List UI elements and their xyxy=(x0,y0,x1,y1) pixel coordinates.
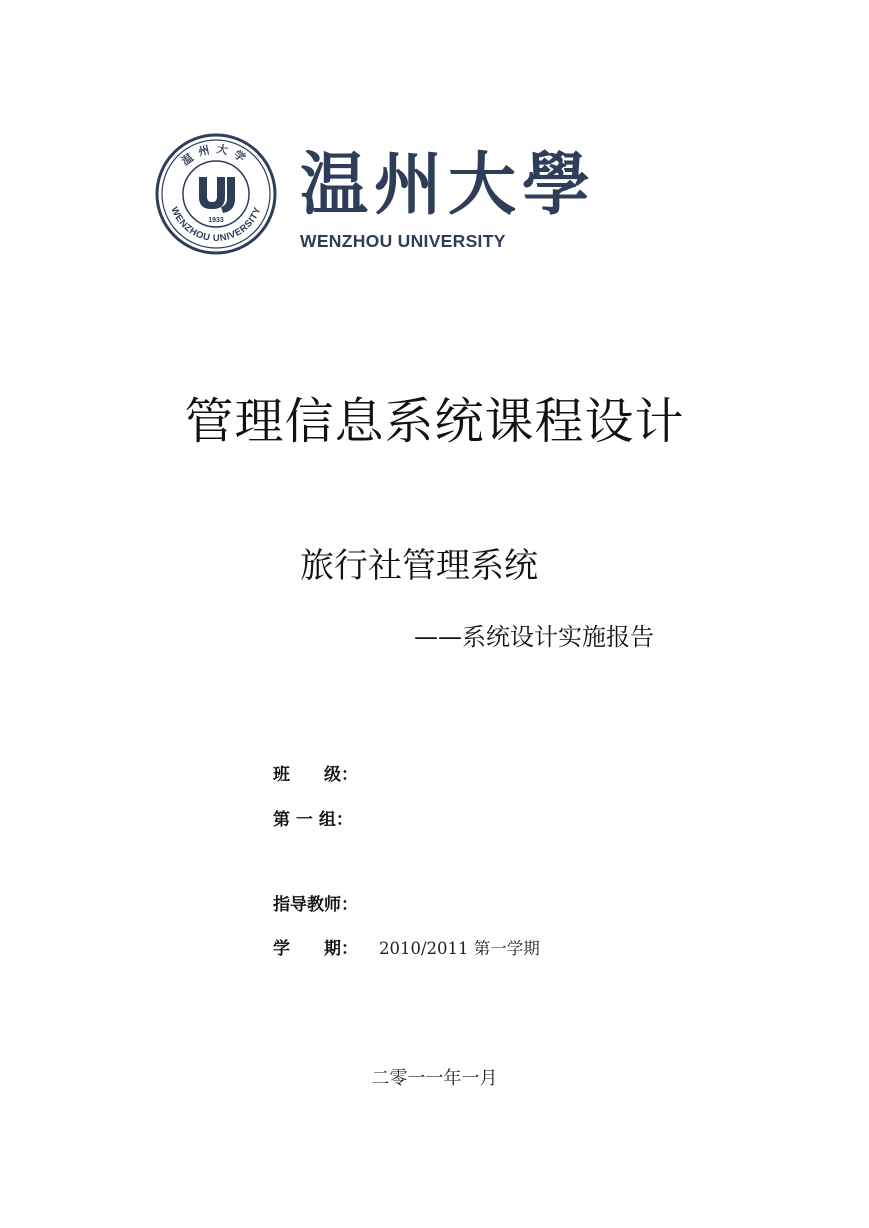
group-row xyxy=(273,805,379,830)
project-title: 旅行社管理系统 xyxy=(300,546,538,586)
class-row xyxy=(273,760,379,785)
university-seal-icon xyxy=(155,133,277,255)
page-title: 管理信息系统课程设计 xyxy=(184,393,685,450)
group-label: 第 一 组： xyxy=(273,810,353,830)
teacher-label: 指导教师： xyxy=(273,895,358,915)
university-logo xyxy=(155,133,595,263)
svg-text:1933: 1933 xyxy=(208,217,224,224)
report-subtitle: ——系统设计实施报告 xyxy=(414,623,654,651)
university-name-cn: 温州大學 xyxy=(300,145,597,225)
svg-text:温州大学: 温州大学 xyxy=(179,142,253,169)
term-value: 2010/2011 第一学期 xyxy=(379,939,540,958)
class-label: 班 级： xyxy=(273,765,358,785)
term-label: 学 期： xyxy=(273,939,358,959)
teacher-row xyxy=(273,890,379,915)
term-row xyxy=(273,934,540,959)
svg-text:WENZHOU UNIVERSITY: WENZHOU UNIVERSITY xyxy=(168,205,264,245)
report-date: 二零一一年一月 xyxy=(371,1068,498,1089)
university-name-en: WENZHOU UNIVERSITY xyxy=(300,231,506,251)
